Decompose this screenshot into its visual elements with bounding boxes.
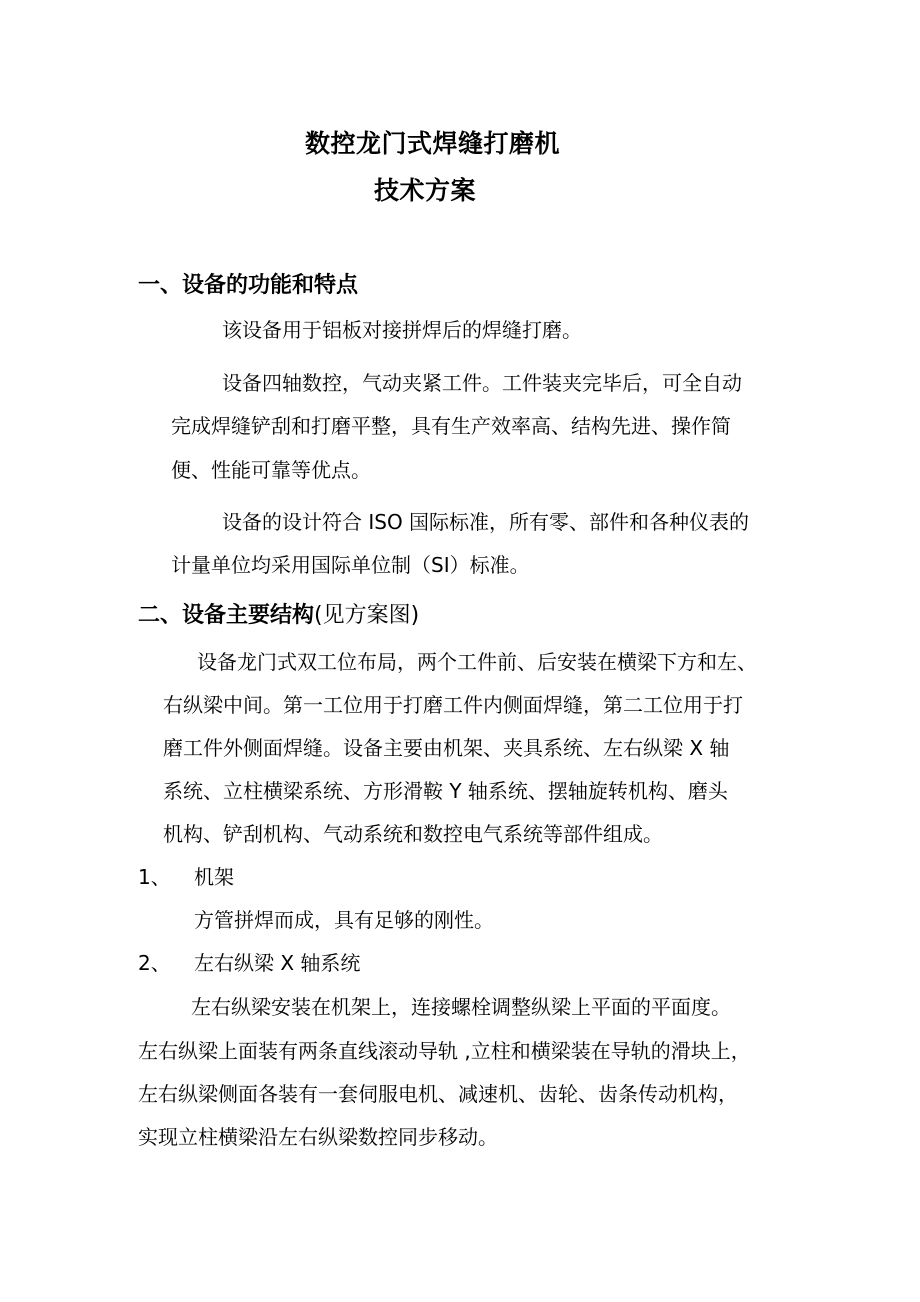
section-2-para-1-line-5: 机构、铲刮机构、气动系统和数控电气系统等部件组成。	[163, 822, 663, 846]
section-1-para-1: 该设备用于铝板对接拼焊后的焊缝打磨。	[222, 318, 582, 342]
section-1-para-3-line-1: 设备的设计符合 ISO 国际标准，所有零、部件和各种仪表的	[222, 510, 750, 534]
section-1-para-2-line-3: 便、性能可靠等优点。	[171, 458, 371, 482]
list-item-2-para-line-1: 左右纵梁安装在机架上，连接螺栓调整纵梁上平面的平面度。	[191, 995, 731, 1019]
section-1-para-2-line-1: 设备四轴数控，气动夹紧工件。工件装夹完毕后，可全自动	[222, 371, 742, 395]
section-2-para-1-line-3: 磨工件外侧面焊缝。设备主要由机架、夹具系统、左右纵梁 X 轴	[163, 736, 730, 760]
list-item-1-description: 方管拼焊而成，具有足够的刚性。	[194, 908, 494, 932]
list-item-1-number: 1、	[138, 865, 171, 889]
section-1-para-3-line-2: 计量单位均采用国际单位制（SI）标准。	[171, 553, 530, 577]
list-item-2-para-line-3: 左右纵梁侧面各装有一套伺服电机、减速机、齿轮、齿条传动机构，	[138, 1082, 738, 1106]
section-1-heading: 一、设备的功能和特点	[138, 273, 359, 298]
section-2-para-1-line-4: 系统、立柱横梁系统、方形滑鞍 Y 轴系统、摆轴旋转机构、磨头	[163, 779, 728, 803]
list-item-2-title: 左右纵梁 X 轴系统	[194, 951, 361, 975]
section-1-para-2-line-2: 完成焊缝铲刮和打磨平整，具有生产效率高、结构先进、操作简	[171, 414, 731, 438]
list-item-2-number: 2、	[138, 951, 171, 975]
list-item-2-para-line-4: 实现立柱横梁沿左右纵梁数控同步移动。	[138, 1125, 498, 1149]
list-item-2-para-line-2: 左右纵梁上面装有两条直线滚动导轨 ,立柱和横梁装在导轨的滑块上，	[138, 1039, 751, 1063]
section-2-para-1-line-1: 设备龙门式双工位布局，两个工件前、后安装在横梁下方和左、	[197, 650, 757, 674]
list-item-2	[138, 947, 360, 976]
section-2-heading-paren: (见方案图)	[314, 603, 420, 628]
section-2-heading	[138, 598, 419, 629]
list-item-1	[138, 861, 234, 890]
title-line-1: 数控龙门式焊缝打磨机	[305, 129, 561, 158]
title-line-2: 技术方案	[374, 176, 477, 205]
list-item-1-title: 机架	[194, 865, 234, 889]
section-2-para-1-line-2: 右纵梁中间。第一工位用于打磨工件内侧面焊缝，第二工位用于打	[163, 693, 743, 717]
section-2-heading-main: 二、设备主要结构	[138, 603, 315, 628]
